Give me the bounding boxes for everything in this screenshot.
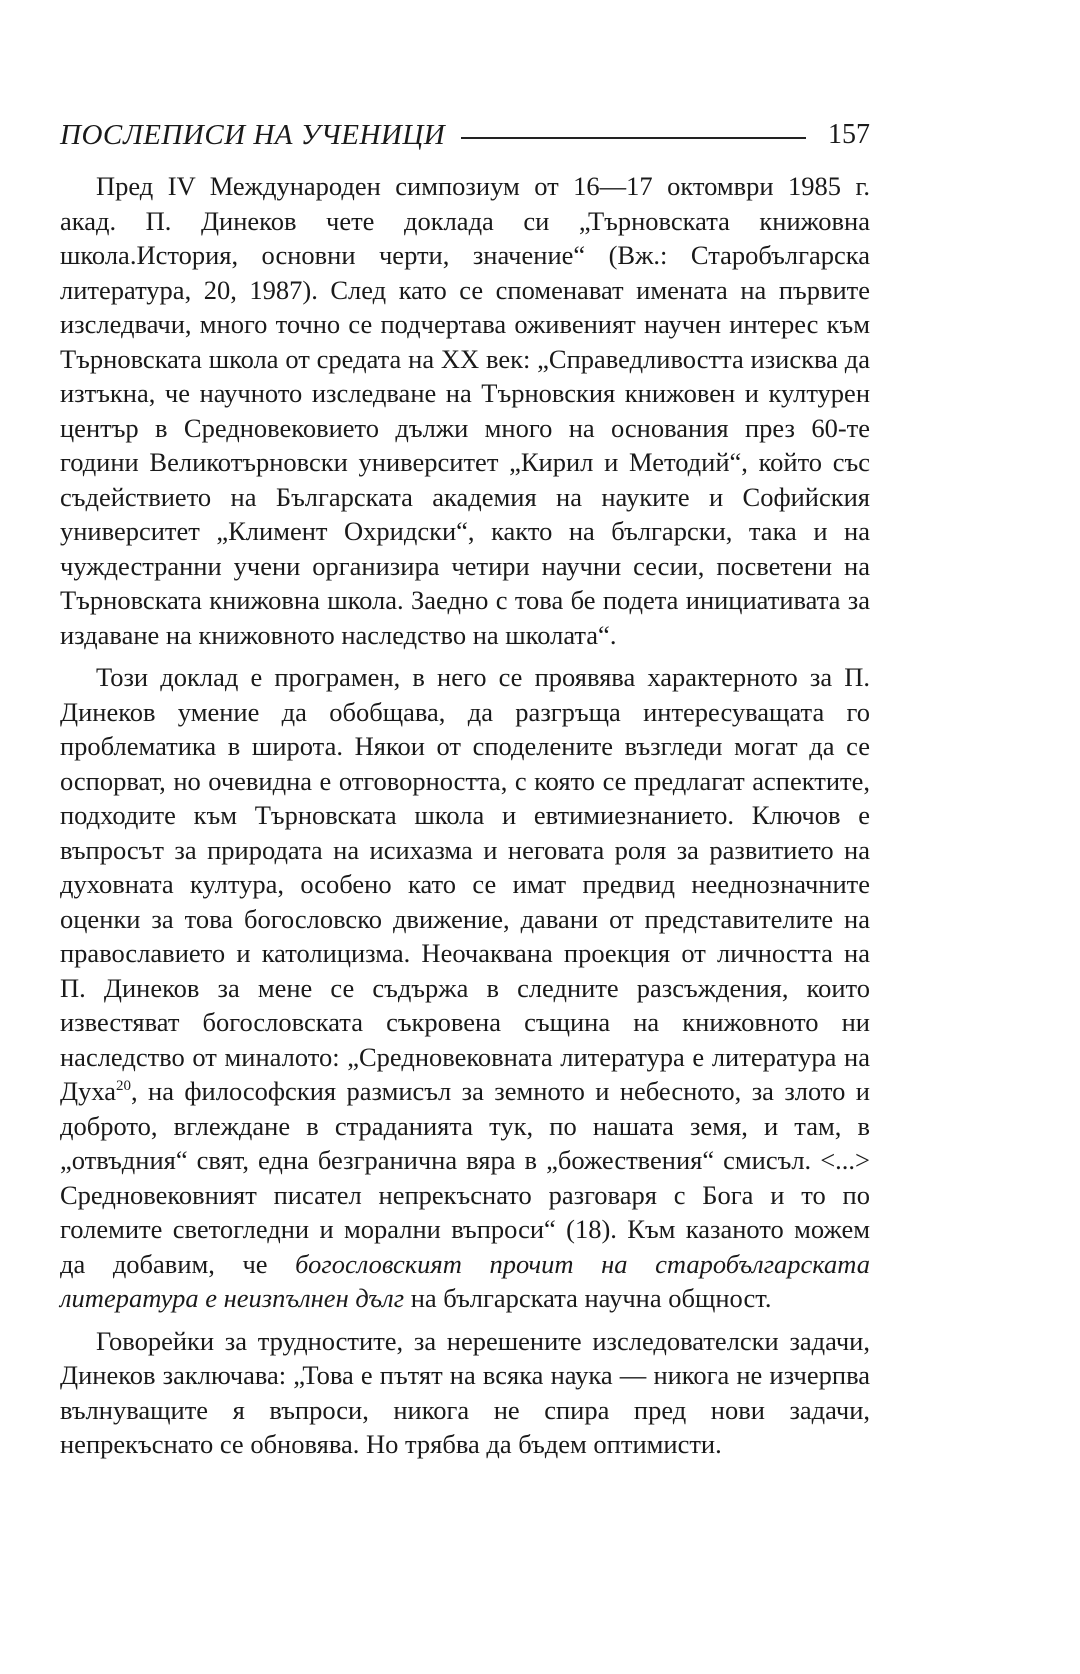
- book-page: [60, 115, 870, 1462]
- paragraph-1: [60, 169, 870, 652]
- running-title: ПОСЛЕПИСИ НА УЧЕНИЦИ: [60, 118, 446, 151]
- paragraph-2-text-b: , на философския размисъл за земното и небесното, за злото и доброто, вглеждане в страданията тук, по нашата земя, и там, в „отвъдния“ свят, една безгранична вяра в „божествения“ смисъл. <...> Средновековният писател непрекъснато разговаря с Бога и то по големите светогледни и морални въпроси“ (18). Към казаното можем да добавим, че: [60, 1076, 870, 1279]
- paragraph-1-text: Пред IV Международен симпозиум от 16—17 октомври 1985 г. акад. П. Динеков чете доклада си „Търновската книжовна школа.История, основни черти, значение“ (Вж.: Старобългарска литература, 20, 1987). След като се споменават имената на първите изследвачи, много точно се подчертава оживеният научен интерес към Търновската школа от средата на XX век: „Справедливостта изисква да изтъкна, че научното изследване на Търновския книжовен и културен център в Средновековието дължи много на основания през 60-те години Великотърновски университет „Кирил и Методий“, който със съдействието на Българската академия на науките и Софийския университет „Климент Охридски“, както на български, така и на чуждестранни учени организира четири научни сесии, посветени на Търновската книжовна школа. Заедно с това бе подета инициативата за издаване на книжовното наследство на школата“.: [60, 171, 870, 650]
- paragraph-3-text: Говорейки за трудностите, за нерешените изследователски задачи, Динеков заключава: „Това е пътят на всяка наука — никога не изчерпва вълнуващите я въпроси, никога не спира пред нови задачи, непрекъснато се обновява. Но трябва да бъдем оптимисти.: [60, 1325, 870, 1459]
- footnote-ref-20: 20: [116, 1078, 131, 1094]
- paragraph-2-italic-emphasis: богословският прочит на старобългарската литература е неизпълнен дълг: [60, 1248, 870, 1313]
- header-rule: [461, 137, 806, 139]
- paragraph-2-text-a: Този доклад е програмен, в него се проявява характерното за П. Динеков умение да обобщава, да разгръща интересуващата го проблематика в широта. Някои от споделените възгледи могат да се оспорват, но очевидна е отговорността, с която се предлагат аспектите, подходите към Търновската школа и евтимиезнанието. Ключов е въпросът за природата на исихазма и неговата роля за развитието на духовната култура, особено като се имат предвид нееднозначните оценки за това богословско движение, давани от представителите на православието и католицизма. Неочаквана проекция от личността на П. Динеков за мене се съдържа в следните разсъждения, които известяват богословската съкровена същина на книжовното ни наследство от миналото: „Средновековната литература е литература на Духа: [60, 662, 870, 1106]
- page-number: 157: [828, 119, 870, 150]
- running-header: [60, 115, 870, 155]
- paragraph-3: [60, 1324, 870, 1462]
- paragraph-2: [60, 660, 870, 1316]
- paragraph-2-text-c: на българската научна общност.: [404, 1283, 772, 1313]
